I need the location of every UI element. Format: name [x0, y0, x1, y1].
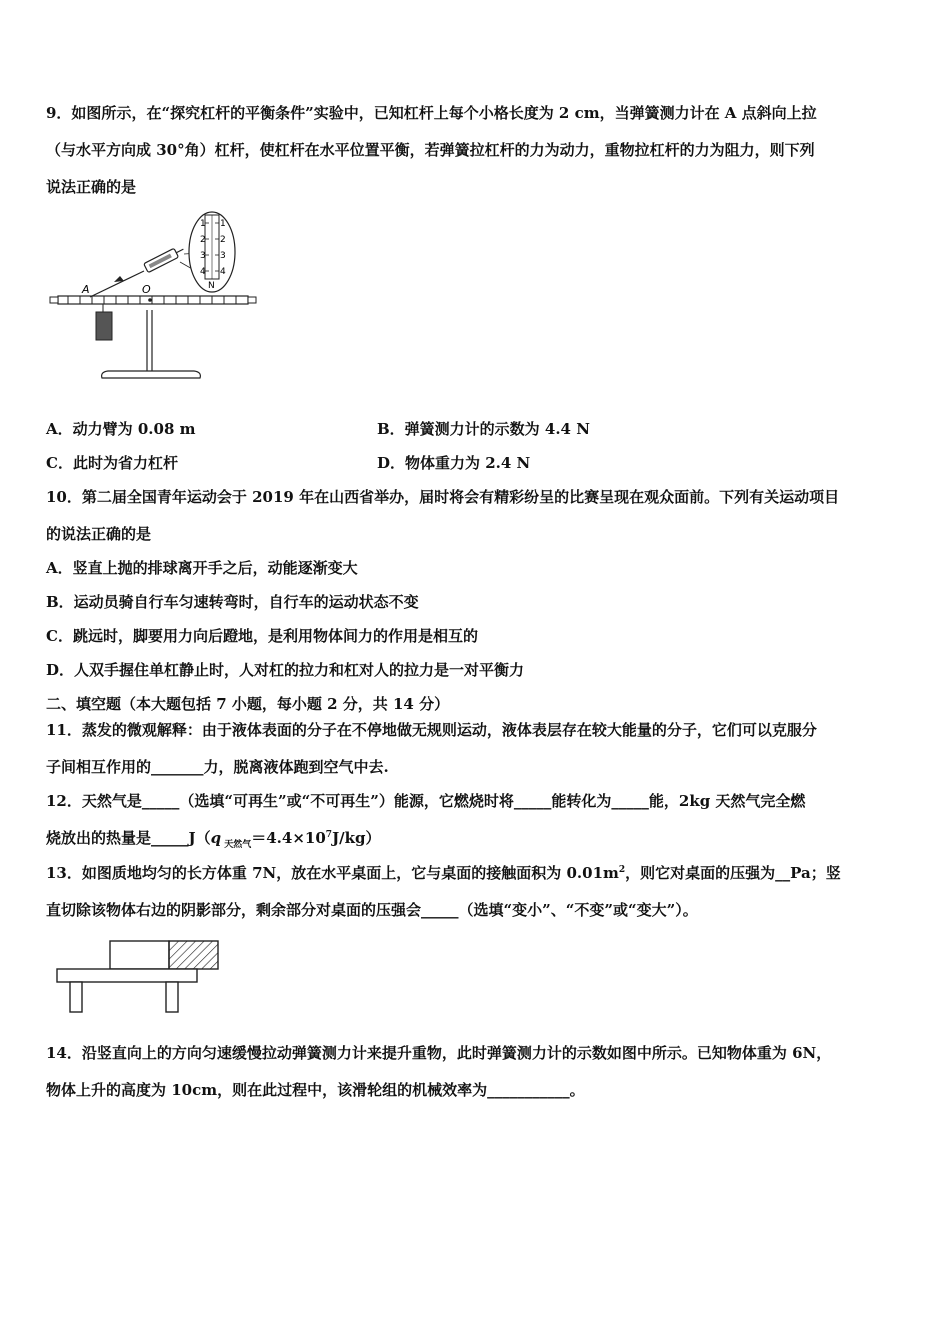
q10-line2: 的说法正确的是: [46, 525, 152, 543]
q13-line1-pre: 13．如图质地均匀的长方体重 7N，放在水平桌面上，它与桌面的接触面积为 0.01m: [46, 864, 619, 882]
q11-line1: 11．蒸发的微观解释：由于液体表面的分子在不停地做无规则运动，液体表层存在较大能量的分子，它们可以克服分: [46, 721, 817, 739]
q10-option-a: A．竖直上抛的排球离开手之后，动能逐渐变大: [46, 559, 358, 577]
q9-line2: （与水平方向成 30°角）杠杆，使杠杆在水平位置平衡，若弹簧拉杠杆的力为动力，重物拉杠杆的力为阻力，则下列: [46, 141, 815, 159]
q14-line2: 物体上升的高度为 10cm，则在此过程中，该滑轮组的机械效率为___________。: [46, 1081, 585, 1099]
block-remaining: [110, 941, 169, 969]
q12-exponent: 7: [325, 830, 333, 840]
table-leg-left: [70, 982, 82, 1012]
q12-q-symbol: q: [210, 829, 222, 847]
lever-bar: [58, 296, 248, 304]
q9-line3: 说法正确的是: [46, 178, 137, 196]
lever-figure: [44, 210, 264, 385]
scale-left-2: 2: [200, 235, 206, 245]
scale-right-4: 4: [220, 267, 226, 277]
table-block-figure: [54, 938, 224, 1018]
pivot-point: [148, 298, 152, 302]
q13-line2: 直切除该物体右边的阴影部分，剩余部分对桌面的压强会_____（选填“变小”、“不变”或“变大”）。: [46, 901, 698, 919]
scale-right-1: 1: [220, 219, 226, 229]
q10-option-c: C．跳远时，脚要用力向后蹬地，是利用物体间力的作用是相互的: [46, 627, 478, 645]
stand-base: [102, 371, 201, 378]
scale-left-3: 3: [200, 251, 206, 261]
scale-unit: N: [208, 281, 215, 291]
q10-option-d: D．人双手握住单杠静止时，人对杠的拉力和杠对人的拉力是一对平衡力: [46, 661, 525, 679]
q13-line1-sup: 2: [618, 865, 626, 875]
q13-line1: [46, 863, 841, 883]
q9-option-c: C．此时为省力杠杆: [46, 454, 178, 472]
scale-left-4: 4: [200, 267, 206, 277]
table-leg-right: [166, 982, 178, 1012]
scale-right-2: 2: [220, 235, 226, 245]
section-heading: 二、填空题（本大题包括 7 小题，每小题 2 分，共 14 分）: [46, 695, 450, 713]
q9-option-a: A．动力臂为 0.08 m: [46, 420, 196, 438]
pivot-o-label: O: [142, 283, 151, 296]
q12-q-subscript: 天然气: [221, 840, 252, 850]
q12-line2-eq: ＝4.4×10: [251, 829, 326, 847]
q12-line2-pre: 烧放出的热量是_____J（: [46, 829, 211, 847]
q12-line1: 12．天然气是_____（选填“可再生”或“不可再生”）能源，它燃烧时将_____能转化为_____能，2kg 天然气完全燃: [46, 792, 806, 810]
scale-left-1: 1: [200, 219, 206, 229]
q14-line1: 14．沿竖直向上的方向匀速缓慢拉动弹簧测力计来提升重物，此时弹簧测力计的示数如图中所示。已知物体重为 6N，: [46, 1044, 832, 1062]
table-top: [57, 969, 197, 982]
q10-line1: 10．第二届全国青年运动会于 2019 年在山西省举办，届时将会有精彩纷呈的比赛呈现在观众面前。下列有关运动项目: [46, 488, 840, 506]
q10-option-b: B．运动员骑自行车匀速转弯时，自行车的运动状态不变: [46, 593, 419, 611]
block-shaded-part: [169, 941, 218, 969]
pull-line: [90, 271, 144, 297]
q9-option-d: D．物体重力为 2.4 N: [377, 454, 531, 472]
point-a-label: A: [82, 283, 90, 296]
q12-line2-post: J/kg）: [332, 829, 381, 847]
weight-block: [96, 312, 112, 340]
q11-line2: 子间相互作用的_______力，脱离液体跑到空气中去.: [46, 758, 389, 776]
scale-right-3: 3: [220, 251, 226, 261]
q9-line1: 9．如图所示，在“探究杠杆的平衡条件”实验中，已知杠杆上每个小格长度为 2 cm，当弹簧测力计在 A 点斜向上拉: [46, 104, 817, 122]
q13-line1-post: ，则它对桌面的压强为__Pa；竖: [625, 864, 841, 882]
q9-option-b: B．弹簧测力计的示数为 4.4 N: [377, 420, 590, 438]
q12-line2: [46, 828, 381, 848]
